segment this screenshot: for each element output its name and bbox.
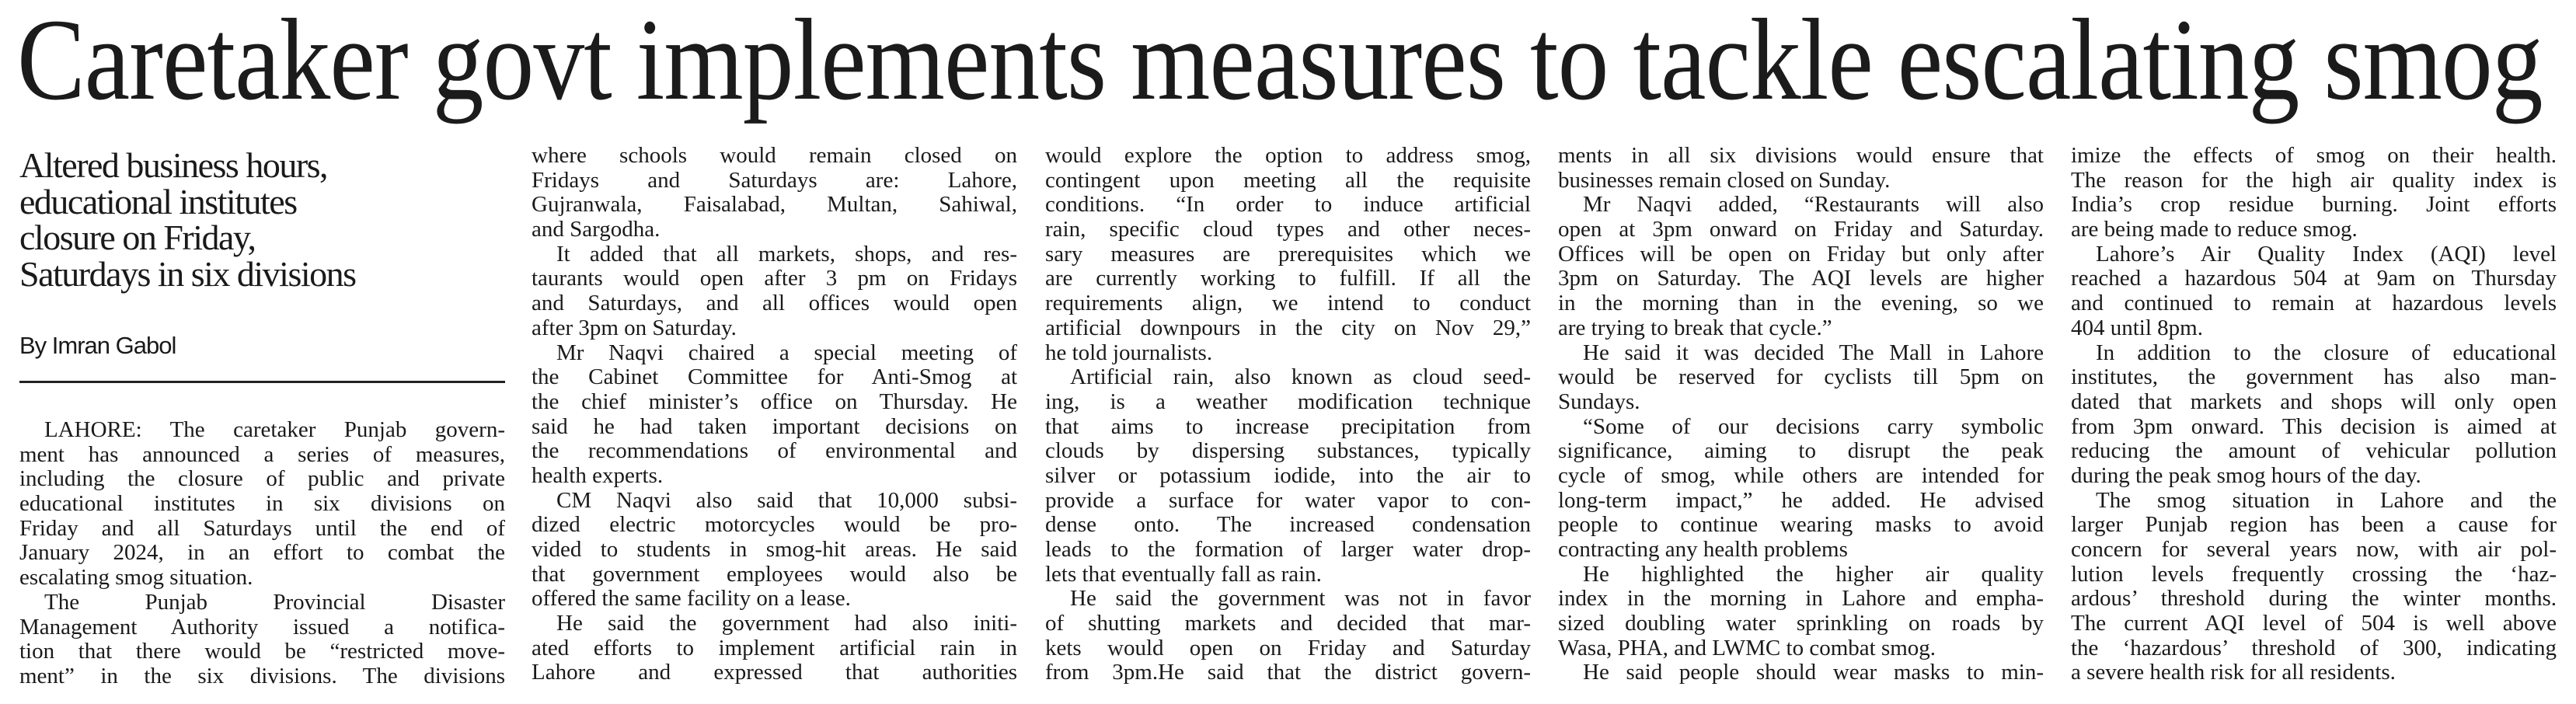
article-text-line: He highlighted the higher air quality <box>1583 562 2044 587</box>
article-text-line: the recommendations of environmental and <box>532 439 1017 464</box>
article-text-line: 404 until 8pm. <box>2071 315 2203 340</box>
article-text-line: the chief minister’s office on Thursday. He <box>532 389 1017 414</box>
article-text-line: He said people should wear masks to min- <box>1583 660 2044 685</box>
article-text-line: of shutting markets and decided that mar- <box>1045 612 1531 636</box>
article-text-line: “Some of our decisions carry symbolic <box>1583 414 2044 439</box>
article-text-line: that government employees would also be <box>532 562 1017 587</box>
article-text-line: kets would open on Friday and Saturday <box>1045 636 1531 660</box>
article-text-line: artificial downpours in the city on Nov 29,” <box>1045 315 1531 340</box>
article-text-line: from 3pm.He said that the district govern- <box>1045 660 1531 685</box>
article-text-line: ing, is a weather modification technique <box>1045 389 1531 414</box>
article-text-line: Mr Naqvi chaired a special meeting of <box>556 340 1017 365</box>
article-text-line: January 2024, in an effort to combat the <box>19 541 505 566</box>
article-text-line: ated efforts to implement artificial rain in <box>532 636 1017 660</box>
article-text-line: during the peak smog hours of the day. <box>2071 463 2421 488</box>
article-column-2 <box>532 144 1017 685</box>
article-text-line: imize the effects of smog on their health. <box>2071 144 2557 168</box>
article-text-line: provide a surface for water vapor to con- <box>1045 488 1531 513</box>
article-text-line: would be reserved for cyclists till 5pm on <box>1558 365 2044 390</box>
article-text-line: conditions. “In order to induce artificial <box>1045 193 1531 218</box>
article-text-line: Lahore and expressed that authorities <box>532 660 1017 685</box>
article-text-line: He said it was decided The Mall in Lahore <box>1583 340 2044 365</box>
subheadline-line: educational institutes <box>19 181 297 221</box>
article-text-line: a severe health risk for all residents. <box>2071 660 2396 685</box>
article-text-line: reached a hazardous 504 at 9am on Thursday <box>2071 267 2557 291</box>
article-text-line: tion that there would be “restricted move- <box>19 640 505 664</box>
article-text-line: are being made to reduce smog. <box>2071 218 2358 242</box>
article-column-4 <box>1558 144 2044 685</box>
article-text-line: the Cabinet Committee for Anti-Smog at <box>532 365 1017 390</box>
subheadline-line: Altered business hours, <box>19 145 328 185</box>
article-text-line: Management Authority issued a notifica- <box>19 615 505 640</box>
article-text-line: cycle of smog, while others are intended for <box>1558 463 2044 488</box>
article-text-line: Friday and all Saturdays until the end of <box>19 516 505 541</box>
article-text-line: leads to the formation of larger water drop- <box>1045 538 1531 562</box>
article-text-line: and continued to remain at hazardous levels <box>2071 291 2557 316</box>
article-text-line: long-term impact,” he added. He advised <box>1558 488 2044 513</box>
article-text-line: Offices will be open on Friday but only after <box>1558 242 2044 267</box>
subheadline-line: closure on Friday, <box>19 218 256 257</box>
article-text-line: after 3pm on Saturday. <box>532 315 737 340</box>
article-text-line: Artificial rain, also known as cloud seed- <box>1070 365 1531 390</box>
article-column-1 <box>19 418 505 689</box>
article-text-line: Sundays. <box>1558 389 1640 414</box>
article-text-line: in the morning than in the evening, so we <box>1558 291 2044 316</box>
subheadline <box>19 145 517 294</box>
article-text-line: dated that markets and shops will only open <box>2071 389 2557 414</box>
article-text-line: Gujranwala, Faisalabad, Multan, Sahiwal, <box>532 193 1017 218</box>
article-text-line: are trying to break that cycle.” <box>1558 315 1832 340</box>
article-text-line: are currently working to fulfill. If all the <box>1045 267 1531 291</box>
article-text-line: reducing the amount of vehicular pollution <box>2071 439 2557 464</box>
article-text-line: businesses remain closed on Sunday. <box>1558 168 1891 193</box>
article-text-line: It added that all markets, shops, and res- <box>556 242 1017 267</box>
article-text-line: from 3pm onward. This decision is aimed at <box>2071 414 2557 439</box>
article-text-line: lution levels frequently crossing the ‘haz- <box>2071 562 2557 587</box>
article-text-line: silver or potassium iodide, into the air to <box>1045 463 1531 488</box>
article-text-line: He said the government was not in favor <box>1070 587 1531 612</box>
article-text-line: contingent upon meeting all the requisite <box>1045 168 1531 193</box>
article-text-line: people to continue wearing masks to avoid <box>1558 513 2044 538</box>
article-text-line: said he had taken important decisions on <box>532 414 1017 439</box>
article-text-line: larger Punjab region has been a cause for <box>2071 513 2557 538</box>
article-text-line: Lahore’s Air Quality Index (AQI) level <box>2096 242 2557 267</box>
article-text-line: vided to students in smog-hit areas. He said <box>532 538 1017 562</box>
article-text-line: ment” in the six divisions. The divisions <box>19 664 505 688</box>
article-text-line: In addition to the closure of educational <box>2096 340 2557 365</box>
article-text-line: rain, specific cloud types and other neces- <box>1045 218 1531 242</box>
article-text-line: including the closure of public and private <box>19 467 505 492</box>
article-text-line: educational institutes in six divisions on <box>19 492 505 517</box>
article-text-line: health experts. <box>532 463 664 488</box>
article-column-3 <box>1045 144 1531 685</box>
article-text-line: open at 3pm onward on Friday and Saturday. <box>1558 218 2044 242</box>
article-text-line: ments in all six divisions would ensure that <box>1558 144 2044 168</box>
article-text-line: significance, aiming to disrupt the peak <box>1558 439 2044 464</box>
article-text-line: dense onto. The increased condensation <box>1045 513 1531 538</box>
article-text-line: ment has announced a series of measures, <box>19 442 505 467</box>
article-text-line: Fridays and Saturdays are: Lahore, <box>532 168 1017 193</box>
article-text-line: and Sargodha. <box>532 218 661 242</box>
article-text-line: clouds by dispersing substances, typically <box>1045 439 1531 464</box>
article-text-line: index in the morning in Lahore and empha- <box>1558 587 2044 612</box>
article-text-line: institutes, the government has also man- <box>2071 365 2557 390</box>
article-text-line: 3pm on Saturday. The AQI levels are higher <box>1558 267 2044 291</box>
article-text-line: that aims to increase precipitation from <box>1045 414 1531 439</box>
article-text-line: requirements align, we intend to conduct <box>1045 291 1531 316</box>
article-text-line: would explore the option to address smog, <box>1045 144 1531 168</box>
article-text-line: dized electric motorcycles would be pro- <box>532 513 1017 538</box>
article-text-line: escalating smog situation. <box>19 566 253 591</box>
article-text-line: Wasa, PHA, and LWMC to combat smog. <box>1558 636 1936 660</box>
article-text-line: Mr Naqvi added, “Restaurants will also <box>1583 193 2044 218</box>
article-text-line: The Punjab Provincial Disaster <box>44 590 505 615</box>
article-text-line: taurants would open after 3 pm on Fridays <box>532 267 1017 291</box>
article-text-line: contracting any health problems <box>1558 538 1848 562</box>
article-text-line: and Saturdays, and all offices would open <box>532 291 1017 316</box>
article-text-line: The smog situation in Lahore and the <box>2096 488 2557 513</box>
article-text-line: sary measures are prerequisites which we <box>1045 242 1531 267</box>
article-text-line: The current AQI level of 504 is well above <box>2071 612 2557 636</box>
article-text-line: concern for several years now, with air pol- <box>2071 538 2557 562</box>
article-text-line: The reason for the high air quality index is <box>2071 168 2557 193</box>
article-text-line: lets that eventually fall as rain. <box>1045 562 1322 587</box>
subheadline-line: Saturdays in six divisions <box>19 253 356 294</box>
article-text-line: the ‘hazardous’ threshold of 300, indicating <box>2071 636 2557 660</box>
article-text-line: ardous’ threshold during the winter months. <box>2071 587 2557 612</box>
article-text-line: LAHORE: The caretaker Punjab govern- <box>44 418 505 442</box>
byline-divider <box>19 381 505 383</box>
byline: By Imran Gabol <box>19 332 176 359</box>
article-text-line: where schools would remain closed on <box>532 144 1017 168</box>
article-text-line: sized doubling water sprinkling on roads by <box>1558 612 2044 636</box>
article-text-line: He said the government had also initi- <box>556 612 1017 636</box>
article-text-line: offered the same facility on a lease. <box>532 587 851 612</box>
article-column-5 <box>2071 144 2557 685</box>
article-text-line: CM Naqvi also said that 10,000 subsi- <box>556 488 1017 513</box>
headline: Caretaker govt implements measures to tackle escalating smog <box>17 0 2543 124</box>
article-text-line: India’s crop residue burning. Joint efforts <box>2071 193 2557 218</box>
article-text-line: he told journalists. <box>1045 340 1213 365</box>
